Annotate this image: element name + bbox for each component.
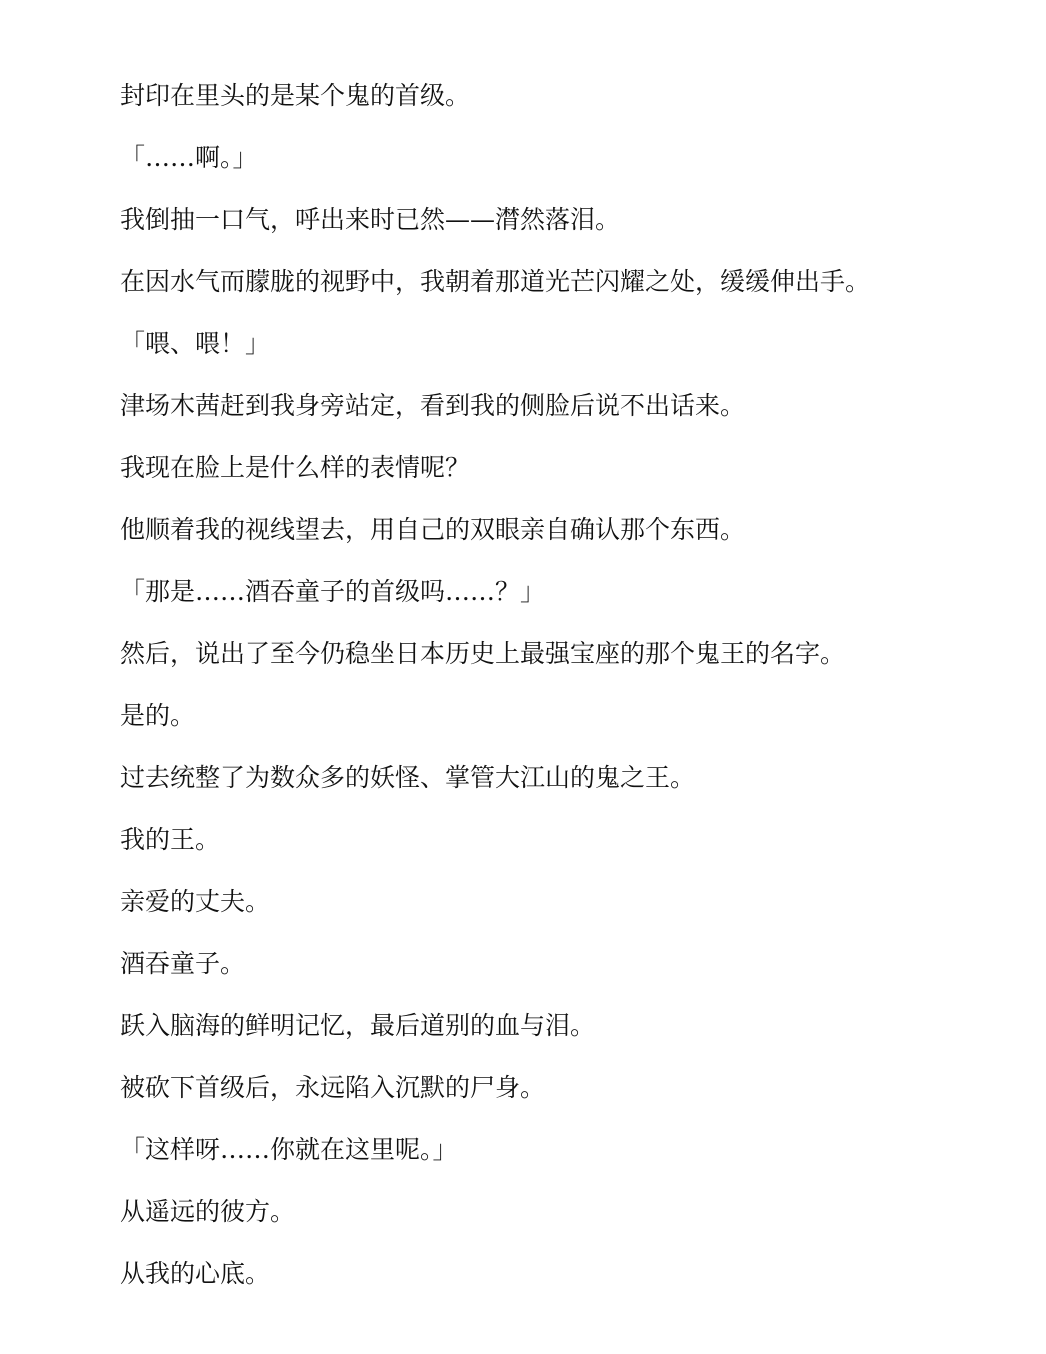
paragraph-line: 「……啊。」 bbox=[120, 143, 258, 172]
paragraph-line: 酒吞童子。 bbox=[120, 949, 246, 978]
paragraph-line: 跃入脑海的鲜明记忆，最后道别的血与泪。 bbox=[120, 1011, 596, 1040]
paragraph-line: 「这样呀……你就在这里呢。」 bbox=[120, 1135, 458, 1164]
paragraph-line: 被砍下首级后，永远陷入沉默的尸身。 bbox=[120, 1073, 546, 1102]
paragraph-line: 封印在里头的是某个鬼的首级。 bbox=[120, 81, 471, 110]
paragraph-line: 是的。 bbox=[120, 701, 196, 730]
paragraph-line: 我现在脸上是什么样的表情呢？ bbox=[120, 453, 471, 482]
paragraph-line: 他顺着我的视线望去，用自己的双眼亲自确认那个东西。 bbox=[120, 515, 746, 544]
paragraph-line: 在因水气而朦胧的视野中，我朝着那道光芒闪耀之处，缓缓伸出手。 bbox=[120, 267, 871, 296]
paragraph-line: 然后，说出了至今仍稳坐日本历史上最强宝座的那个鬼王的名字。 bbox=[120, 639, 846, 668]
document-body bbox=[120, 78, 1000, 1318]
paragraph-line: 「那是……酒吞童子的首级吗……？」 bbox=[120, 577, 546, 606]
paragraph-line: 「喂、喂！」 bbox=[120, 329, 271, 358]
paragraph-line: 从遥远的彼方。 bbox=[120, 1197, 296, 1226]
paragraph-line: 我倒抽一口气，呼出来时已然——潸然落泪。 bbox=[120, 205, 621, 234]
paragraph-line: 津场木茜赶到我身旁站定，看到我的侧脸后说不出话来。 bbox=[120, 391, 746, 420]
paragraph-line: 亲爱的丈夫。 bbox=[120, 887, 271, 916]
paragraph-line: 过去统整了为数众多的妖怪、掌管大江山的鬼之王。 bbox=[120, 763, 696, 792]
paragraph-line: 从我的心底。 bbox=[120, 1259, 271, 1288]
paragraph-line: 我的王。 bbox=[120, 825, 221, 854]
